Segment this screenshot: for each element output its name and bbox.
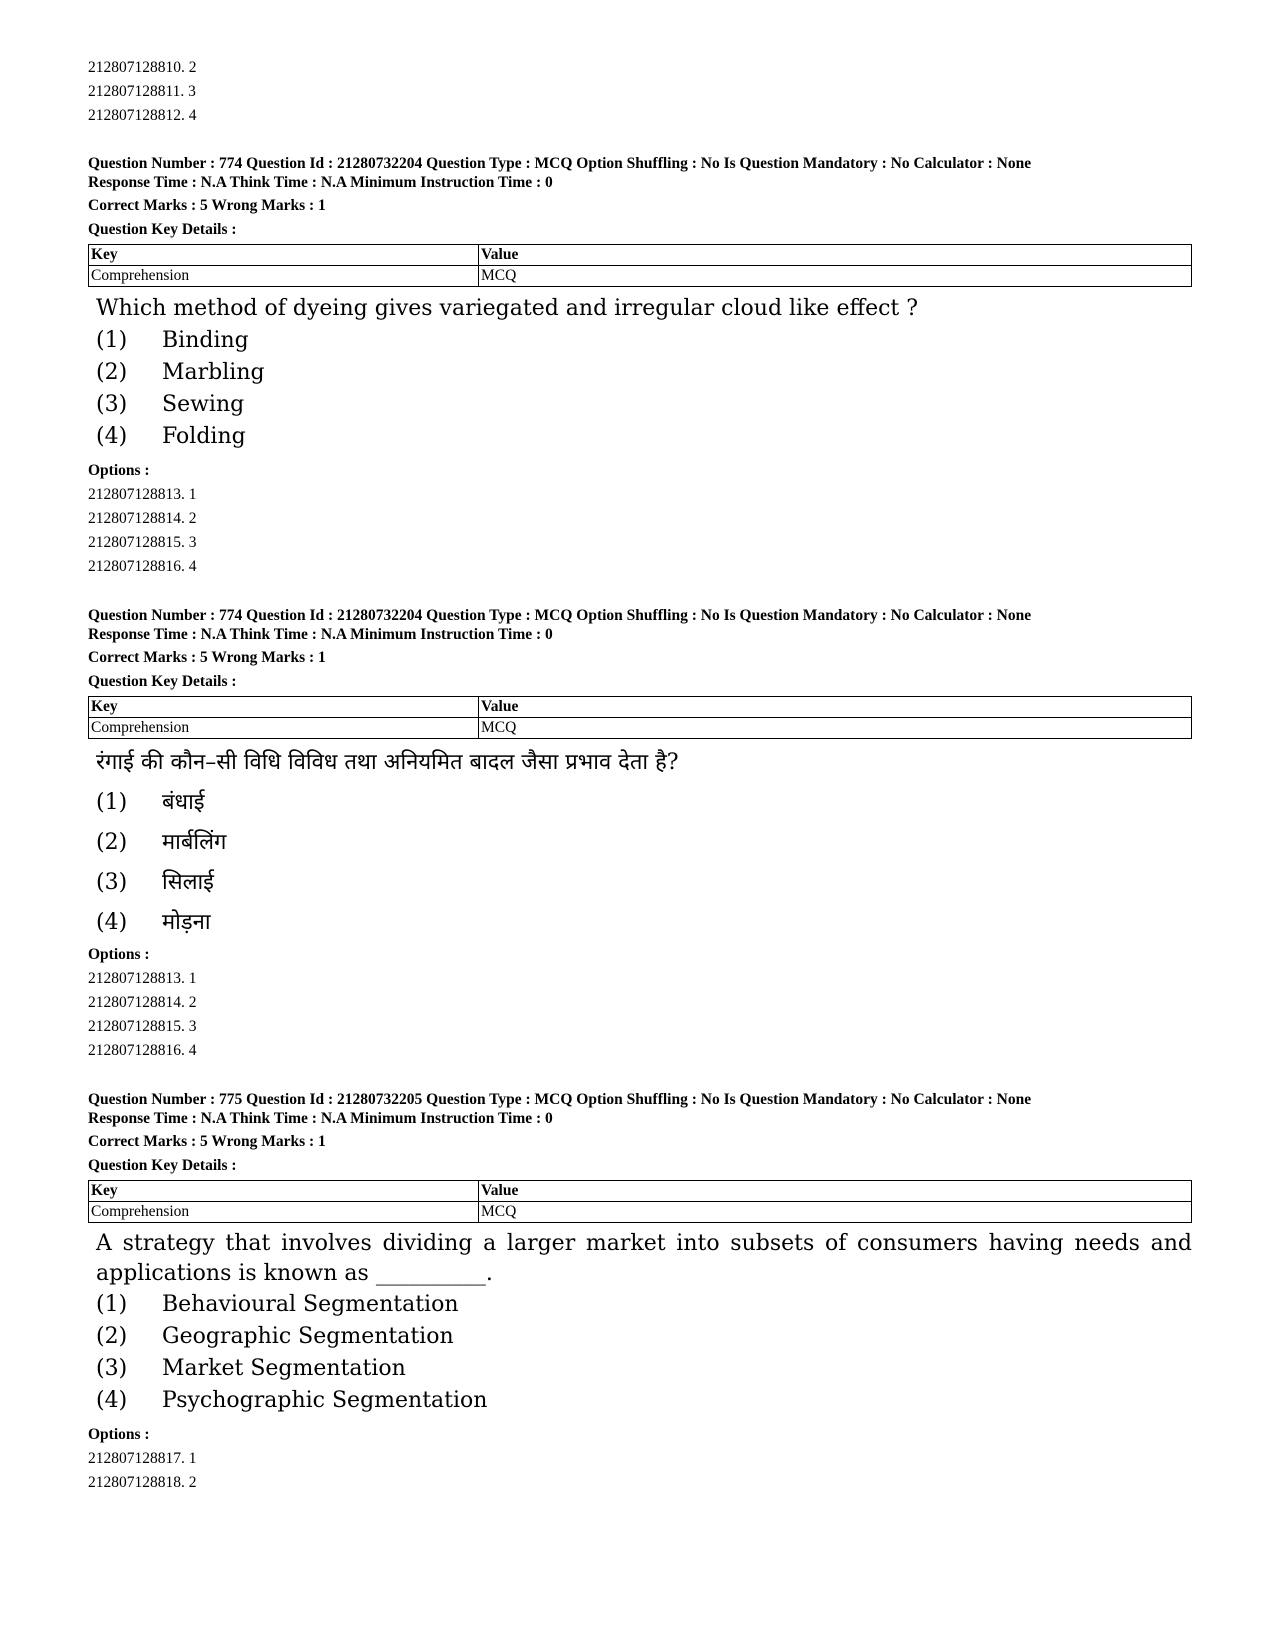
option-id: 212807128816. 4: [88, 1042, 197, 1059]
options-label: Options :: [88, 946, 150, 963]
choice-text: Sewing: [162, 392, 245, 417]
value-header: Value: [479, 245, 1192, 266]
question-marks: Correct Marks : 5 Wrong Marks : 1: [88, 649, 326, 666]
choice-text: मार्बलिंग: [162, 830, 227, 855]
option-id: 212807128817. 1: [88, 1450, 197, 1467]
choice-number: (2): [96, 830, 128, 855]
choice-number: (3): [96, 392, 128, 417]
answer-choice: [96, 389, 1192, 421]
question-content: [88, 293, 1192, 453]
choice-text: Marbling: [162, 360, 265, 385]
question-key-details-label: Question Key Details :: [88, 221, 237, 238]
answer-choice: [96, 1385, 1192, 1417]
answer-choice: [96, 421, 1192, 453]
option-id: 212807128810. 2: [88, 59, 197, 76]
choice-text: Binding: [162, 328, 249, 353]
answer-choice: [96, 903, 1192, 943]
question-marks: Correct Marks : 5 Wrong Marks : 1: [88, 197, 326, 214]
question-meta-line: Question Number : 775 Question Id : 21280732205 Question Type : MCQ Option Shuffling : No Is Question Mandatory : No Calculator : None: [88, 1091, 1032, 1108]
question-block: [88, 606, 1192, 1063]
document-page: [88, 56, 1192, 1495]
question-content: [88, 1229, 1192, 1417]
option-id: 212807128816. 4: [88, 558, 197, 575]
options-label: Options :: [88, 462, 150, 479]
key-value-table: [88, 244, 1192, 287]
question-key-details-label: Question Key Details :: [88, 673, 237, 690]
choice-number: (1): [96, 790, 128, 815]
options-label: Options :: [88, 1426, 150, 1443]
choice-text: Market Segmentation: [162, 1356, 406, 1381]
option-id: 212807128818. 2: [88, 1474, 197, 1491]
key-cell: Comprehension: [89, 1202, 479, 1223]
question-meta-line: Question Number : 774 Question Id : 21280732204 Question Type : MCQ Option Shuffling : No Is Question Mandatory : No Calculator : None: [88, 155, 1032, 172]
choice-text: बंधाई: [162, 790, 205, 815]
answer-choice: [96, 357, 1192, 389]
question-timing-line: Response Time : N.A Think Time : N.A Minimum Instruction Time : 0: [88, 174, 553, 191]
value-header: Value: [479, 1181, 1192, 1202]
choice-text: मोड़ना: [162, 910, 211, 935]
answer-choice: [96, 783, 1192, 823]
question-timing-line: Response Time : N.A Think Time : N.A Minimum Instruction Time : 0: [88, 626, 553, 643]
question-timing-line: Response Time : N.A Think Time : N.A Minimum Instruction Time : 0: [88, 1110, 553, 1127]
choice-text: Geographic Segmentation: [162, 1324, 454, 1349]
answer-choice: [96, 325, 1192, 357]
question-block: [88, 1090, 1192, 1495]
choice-number: (2): [96, 360, 128, 385]
question-meta-line: Question Number : 774 Question Id : 21280732204 Question Type : MCQ Option Shuffling : No Is Question Mandatory : No Calculator : None: [88, 607, 1032, 624]
question-stem: Which method of dyeing gives variegated and irregular cloud like effect ?: [96, 296, 919, 321]
answer-choice: [96, 1321, 1192, 1353]
key-header: Key: [89, 1181, 479, 1202]
option-id: 212807128812. 4: [88, 107, 197, 124]
choice-number: (2): [96, 1324, 128, 1349]
answer-choice: [96, 1353, 1192, 1385]
table-row: [89, 266, 1192, 287]
question-block: [88, 154, 1192, 579]
choice-number: (4): [96, 910, 128, 935]
key-header: Key: [89, 245, 479, 266]
question-marks: Correct Marks : 5 Wrong Marks : 1: [88, 1133, 326, 1150]
table-row: [89, 1202, 1192, 1223]
choice-number: (4): [96, 424, 128, 449]
option-id: 212807128814. 2: [88, 510, 197, 527]
value-cell: MCQ: [479, 266, 1192, 287]
option-id: 212807128813. 1: [88, 970, 197, 987]
key-value-table: [88, 1180, 1192, 1223]
choice-text: Psychographic Segmentation: [162, 1388, 488, 1413]
key-value-table: [88, 696, 1192, 739]
key-header: Key: [89, 697, 479, 718]
option-id: 212807128815. 3: [88, 1018, 197, 1035]
table-row: [89, 718, 1192, 739]
option-id: 212807128814. 2: [88, 994, 197, 1011]
table-header-row: [89, 1181, 1192, 1202]
choice-text: Folding: [162, 424, 246, 449]
key-cell: Comprehension: [89, 266, 479, 287]
choice-text: सिलाई: [162, 870, 214, 895]
choice-text: Behavioural Segmentation: [162, 1292, 459, 1317]
table-header-row: [89, 245, 1192, 266]
answer-choice: [96, 1289, 1192, 1321]
choice-number: (3): [96, 1356, 128, 1381]
choice-number: (4): [96, 1388, 128, 1413]
value-header: Value: [479, 697, 1192, 718]
choice-number: (3): [96, 870, 128, 895]
previous-options: [88, 56, 1192, 128]
choice-number: (1): [96, 328, 128, 353]
option-id: 212807128813. 1: [88, 486, 197, 503]
question-stem: रंगाई की कौन–सी विधि विविध तथा अनियमित बादल जैसा प्रभाव देता है?: [96, 750, 679, 775]
value-cell: MCQ: [479, 718, 1192, 739]
choice-number: (1): [96, 1292, 128, 1317]
question-key-details-label: Question Key Details :: [88, 1157, 237, 1174]
value-cell: MCQ: [479, 1202, 1192, 1223]
question-stem: A strategy that involves dividing a larger market into subsets of consumers having needs and applications is known as __________.: [96, 1231, 1192, 1286]
answer-choice: [96, 823, 1192, 863]
option-id: 212807128815. 3: [88, 534, 197, 551]
key-cell: Comprehension: [89, 718, 479, 739]
table-header-row: [89, 697, 1192, 718]
question-content: [88, 743, 1192, 943]
answer-choice: [96, 863, 1192, 903]
option-id: 212807128811. 3: [88, 83, 196, 100]
